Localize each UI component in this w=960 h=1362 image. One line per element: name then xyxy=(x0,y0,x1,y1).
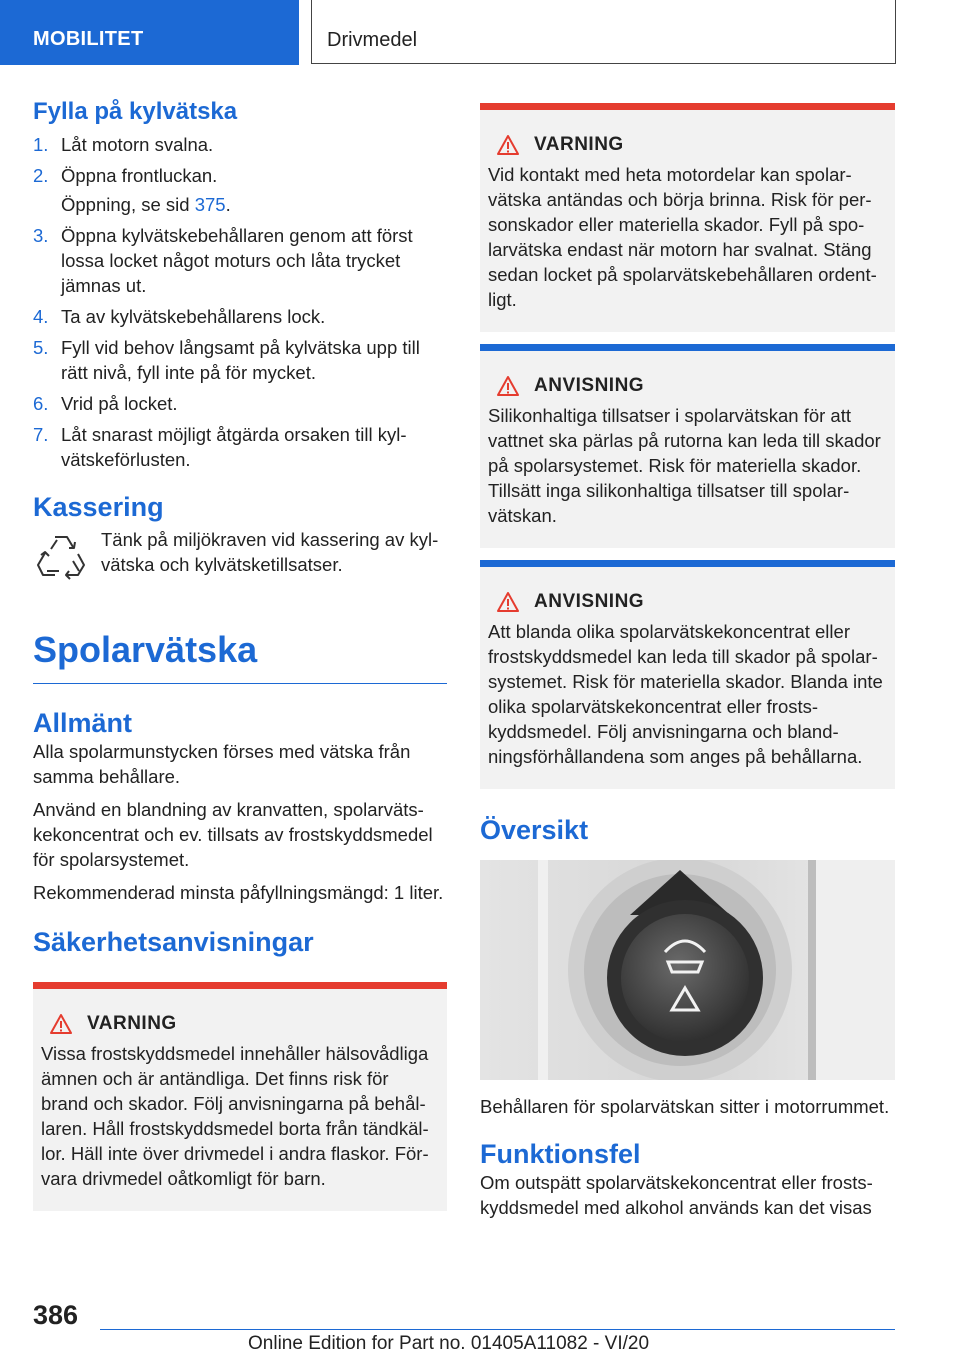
malfunction-heading: Funktionsfel xyxy=(480,1139,641,1169)
malfunction-text: Om outspätt spolarvätskekoncentrat eller frostskyddsmedel med alkohol används kan det visas xyxy=(480,1172,873,1218)
edition-text: Online Edition for Part no. 01405A11082 - VI/20 xyxy=(248,1333,650,1354)
step-item: 1. Låt motorn svalna. xyxy=(33,134,214,155)
notice-text: Att blanda olika spolarvätskekoncentrat eller frostskyddsmedel kan leda till skador på spolarsystemet. Risk för materiella skador. Blanda inte olika spolarvätskekoncentrat eller frostskyddsmedel. Följ anvisningarna och blandningsförhållandena som anges på behållarna. xyxy=(488,621,883,767)
chapter-header xyxy=(311,0,896,64)
notice-title: ANVISNING xyxy=(534,591,645,612)
notice-box xyxy=(480,560,895,789)
section-label: MOBILITET xyxy=(33,28,144,50)
notice-triangle-icon xyxy=(496,375,520,397)
warning-text: Vid kontakt med heta motordelar kan spolarvätska antändas och börja brinna. Risk för personskador eller materiella skador. Fyll på spolarvätska endast när motorn har svalnat. Stäng sedan locket på spolarvätskebehållaren ordentligt. xyxy=(488,164,877,310)
warning-title: VARNING xyxy=(534,134,624,155)
washer-reservoir-photo xyxy=(480,860,895,1080)
warning-triangle-icon xyxy=(49,1013,73,1035)
step-item: 4. Ta av kylvätskebehållarens lock. xyxy=(33,306,326,327)
footer-rule xyxy=(100,1329,895,1330)
general-paragraph: Använd en blandning av kranvatten, spolarvätskekoncentrat och ev. tillsats av frostskyddsmedel för spolarsystemet. xyxy=(33,799,433,870)
warning-text: Vissa frostskyddsmedel innehåller hälsovådliga ämnen och är antändliga. Det finns risk för brand och skador. Följ anvisningarna på behållaren. Håll frostskyddsmedel borta från tändkällor. Häll inte över drivmedel i andra flaskor. Förvara drivmedel oåtkomligt för barn. xyxy=(41,1043,429,1189)
step-item: 2. Öppna frontluckan. xyxy=(33,165,218,186)
section-tab xyxy=(0,0,299,65)
step-note: Öppning, se sid 375. xyxy=(61,194,231,215)
title-rule xyxy=(33,683,447,684)
notice-text: Silikonhaltiga tillsatser i spolarvätskan för att vattnet ska pärlas på rutorna kan leda till skador på spolarsystemet. Risk för materiella skador. Tillsätt inga silikonhaltiga tillsatser till spolarvätskan. xyxy=(488,405,881,526)
step-item: 7. Låt snarast möjligt åtgärda orsaken till kylvätskeförlusten. xyxy=(33,424,407,470)
washer-fluid-title: Spolarvätska xyxy=(33,629,258,670)
warning-box xyxy=(480,103,895,332)
right-column xyxy=(480,103,895,1220)
step-item: 3. Öppna kylvätskebehållaren genom att först lossa locket något moturs och låta trycket jämnas ut. xyxy=(33,225,413,296)
left-column xyxy=(33,98,447,1211)
page-link[interactable]: 375 xyxy=(194,194,226,215)
step-item: 5. Fyll vid behov långsamt på kylvätska upp till rätt nivå, fyll inte på för mycket. xyxy=(33,337,420,383)
fill-steps-cont xyxy=(33,223,447,472)
notice-box xyxy=(480,344,895,548)
notice-title: ANVISNING xyxy=(534,375,645,396)
warning-triangle-icon xyxy=(496,134,520,156)
disposal-block xyxy=(33,527,447,583)
fill-steps xyxy=(33,132,447,188)
safety-heading: Säkerhetsanvisningar xyxy=(33,927,314,957)
chapter-label: Drivmedel xyxy=(327,29,418,51)
general-paragraph: Alla spolarmunstycken förses med vätska från samma behållare. xyxy=(33,741,411,787)
notice-triangle-icon xyxy=(496,591,520,613)
photo-caption: Behållaren för spolarvätskan sitter i motorrummet. xyxy=(480,1096,890,1117)
recycle-icon xyxy=(33,527,89,583)
warning-title: VARNING xyxy=(87,1013,177,1034)
general-paragraph: Rekommenderad minsta påfyllningsmängd: 1 liter. xyxy=(33,882,444,903)
general-heading: Allmänt xyxy=(33,708,133,738)
disposal-text: Tänk på miljökraven vid kassering av kylvätska och kylvätsketillsatser. xyxy=(101,529,439,575)
warning-box xyxy=(33,982,447,1211)
overview-heading: Översikt xyxy=(480,815,589,845)
step-item: 6. Vrid på locket. xyxy=(33,393,178,414)
disposal-heading: Kassering xyxy=(33,492,164,522)
page-number: 386 xyxy=(33,1300,79,1330)
fill-coolant-heading: Fylla på kylvätska xyxy=(33,98,238,125)
